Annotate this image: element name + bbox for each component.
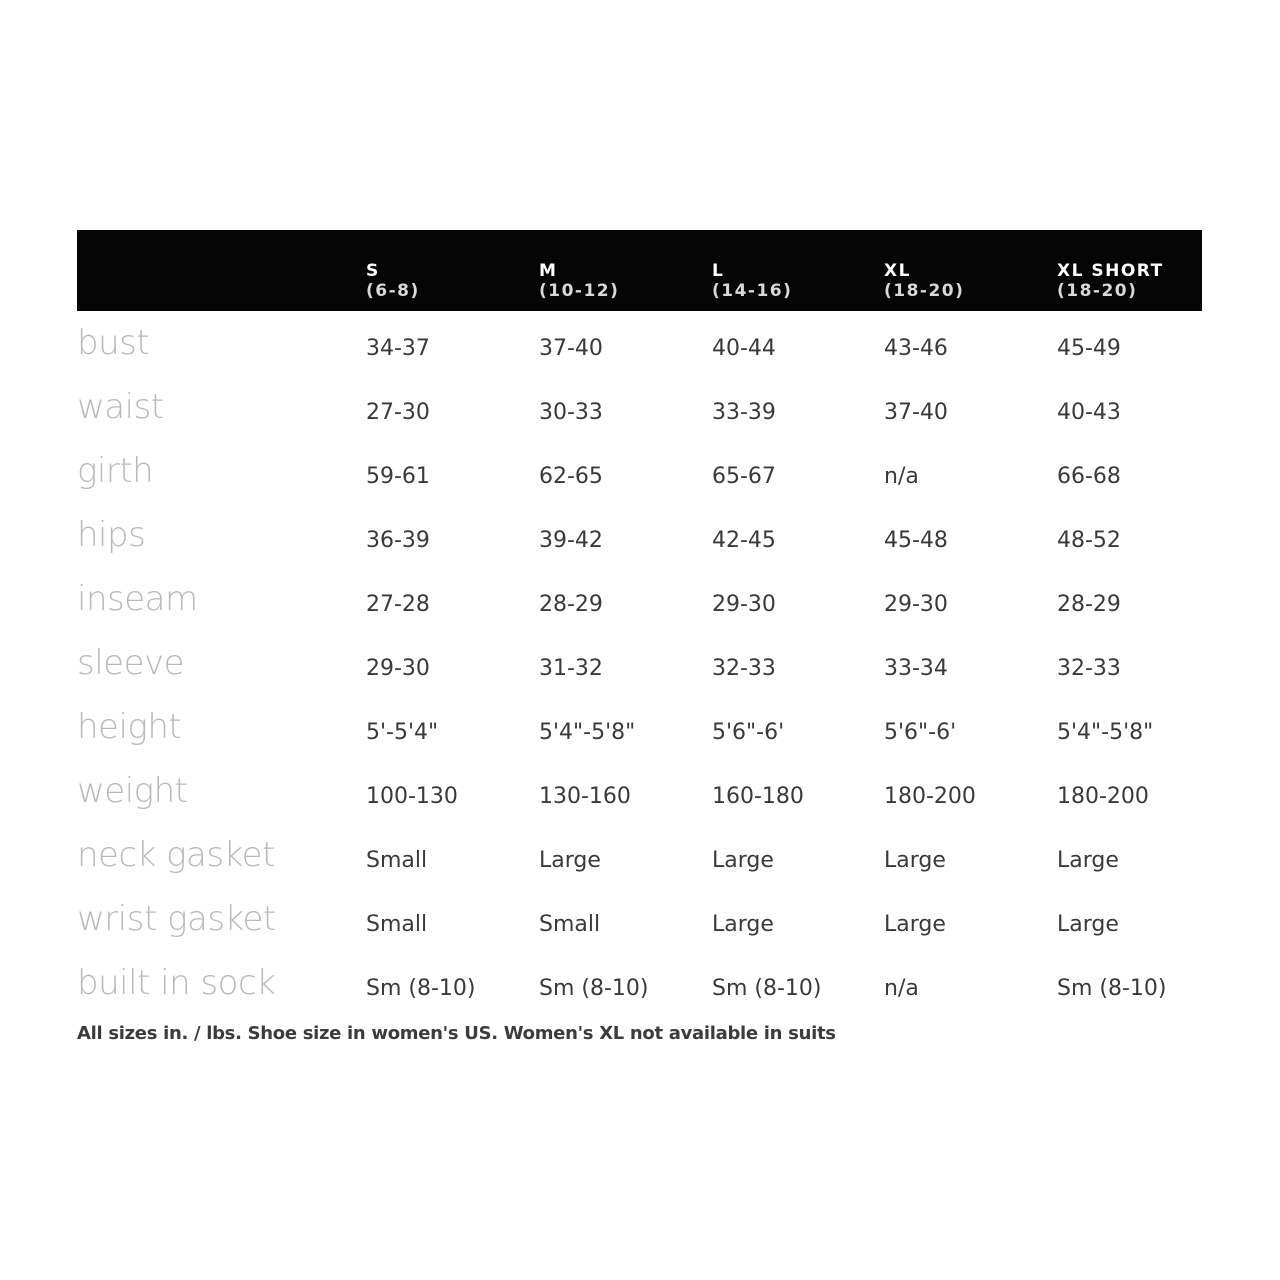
table-row (77, 375, 1202, 439)
table-header (77, 230, 1202, 311)
table-cell: 40-43 (1057, 400, 1121, 425)
column-range: (6-8) (366, 281, 420, 301)
table-cell: 180-200 (1057, 784, 1149, 809)
table-cell: Sm (8-10) (712, 976, 822, 1001)
row-label: neck gasket (77, 835, 275, 875)
size-chart-table (77, 230, 1202, 1044)
column-range: (18-20) (1057, 281, 1138, 301)
column-header-xl (884, 261, 964, 301)
table-row (77, 439, 1202, 503)
table-cell: Small (366, 848, 428, 873)
table-cell: 30-33 (539, 400, 603, 425)
table-cell: 31-32 (539, 656, 603, 681)
column-header-xl-short (1057, 261, 1164, 301)
table-cell: Small (539, 912, 601, 937)
table-cell: 37-40 (539, 336, 603, 361)
table-cell: 28-29 (1057, 592, 1121, 617)
table-cell: 5'4"-5'8" (539, 720, 636, 745)
column-range: (14-16) (712, 281, 793, 301)
table-cell: 180-200 (884, 784, 976, 809)
table-cell: 36-39 (366, 528, 430, 553)
row-label: weight (77, 771, 188, 811)
row-label: built in sock (77, 963, 276, 1003)
table-row (77, 503, 1202, 567)
table-cell: Large (712, 912, 774, 937)
footnote: All sizes in. / lbs. Shoe size in women's US. Women's XL not available in suits (77, 1023, 836, 1044)
table-cell: 32-33 (1057, 656, 1121, 681)
table-cell: 5'6"-6' (884, 720, 957, 745)
column-header-m (539, 261, 619, 301)
column-size: XL SHORT (1057, 261, 1164, 281)
row-label: waist (77, 387, 164, 427)
table-cell: 5'6"-6' (712, 720, 785, 745)
column-size: M (539, 261, 558, 281)
row-label: wrist gasket (77, 899, 276, 939)
row-label: sleeve (77, 643, 185, 683)
table-cell: 66-68 (1057, 464, 1121, 489)
table-cell: n/a (884, 976, 919, 1001)
table-cell: 45-49 (1057, 336, 1121, 361)
table-cell: 5'-5'4" (366, 720, 439, 745)
table-cell: 33-39 (712, 400, 776, 425)
row-label: inseam (77, 579, 198, 619)
table-cell: Sm (8-10) (366, 976, 476, 1001)
table-cell: 32-33 (712, 656, 776, 681)
table-cell: 45-48 (884, 528, 948, 553)
table-row (77, 567, 1202, 631)
table-cell: 34-37 (366, 336, 430, 361)
column-header-s (366, 261, 420, 301)
table-row (77, 823, 1202, 887)
table-row (77, 631, 1202, 695)
table-cell: 28-29 (539, 592, 603, 617)
column-range: (10-12) (539, 281, 620, 301)
table-cell: n/a (884, 464, 919, 489)
row-label: height (77, 707, 182, 747)
table-cell: 100-130 (366, 784, 458, 809)
table-cell: Sm (8-10) (539, 976, 649, 1001)
table-row (77, 951, 1202, 1015)
table-cell: Sm (8-10) (1057, 976, 1167, 1001)
table-cell: 43-46 (884, 336, 948, 361)
table-cell: 29-30 (366, 656, 430, 681)
table-cell: 39-42 (539, 528, 603, 553)
table-row (77, 311, 1202, 375)
table-cell: Large (712, 848, 774, 873)
table-cell: 42-45 (712, 528, 776, 553)
table-cell: 5'4"-5'8" (1057, 720, 1154, 745)
table-cell: 160-180 (712, 784, 804, 809)
table-cell: 27-30 (366, 400, 430, 425)
table-cell: Large (884, 912, 946, 937)
table-cell: 59-61 (366, 464, 430, 489)
column-range: (18-20) (884, 281, 965, 301)
table-cell: Large (1057, 912, 1119, 937)
table-cell: Small (366, 912, 428, 937)
table-body (77, 311, 1202, 1015)
table-cell: 130-160 (539, 784, 631, 809)
row-label: girth (77, 451, 154, 491)
table-cell: 29-30 (884, 592, 948, 617)
column-size: L (712, 261, 725, 281)
row-label: hips (77, 515, 146, 555)
table-cell: Large (1057, 848, 1119, 873)
table-cell: 40-44 (712, 336, 776, 361)
table-cell: 62-65 (539, 464, 603, 489)
table-cell: Large (884, 848, 946, 873)
table-row (77, 759, 1202, 823)
table-cell: 33-34 (884, 656, 948, 681)
table-cell: 27-28 (366, 592, 430, 617)
column-size: XL (884, 261, 911, 281)
table-cell: 29-30 (712, 592, 776, 617)
table-cell: 65-67 (712, 464, 776, 489)
table-row (77, 695, 1202, 759)
table-cell: Large (539, 848, 601, 873)
column-header-l (712, 261, 792, 301)
table-row (77, 887, 1202, 951)
table-cell: 48-52 (1057, 528, 1121, 553)
column-size: S (366, 261, 380, 281)
row-label: bust (77, 323, 150, 363)
table-cell: 37-40 (884, 400, 948, 425)
